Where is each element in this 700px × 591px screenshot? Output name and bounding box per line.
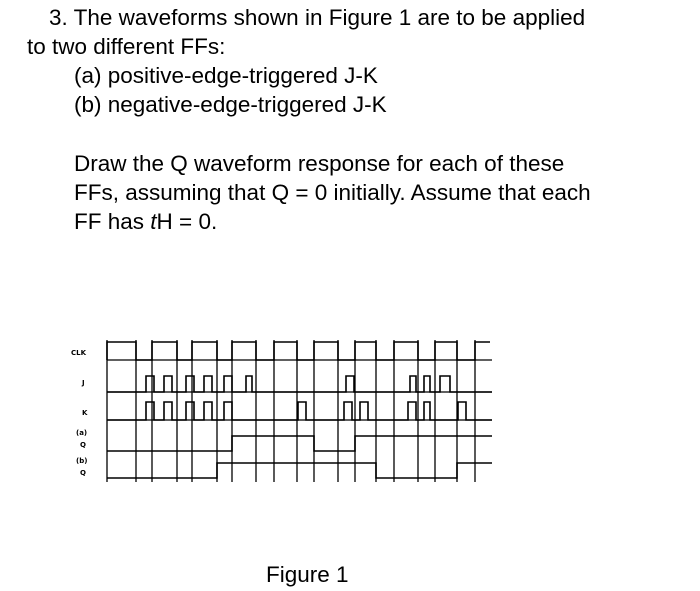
qa-label: Q <box>80 441 86 449</box>
signal-labels <box>71 349 88 477</box>
clk-label: CLK <box>71 349 87 357</box>
waveform-figure <box>60 330 510 495</box>
j-label: J <box>82 379 85 387</box>
instruction-line-3 <box>74 208 217 236</box>
b-label: (b) <box>76 457 88 465</box>
instruction-line-1: Draw the Q waveform response for each of these <box>74 151 565 176</box>
problem-line-2: to two different FFs: <box>27 34 226 59</box>
clk-waveform <box>107 342 490 360</box>
waveforms <box>107 342 492 478</box>
problem-line-1: 3. The waveforms shown in Figure 1 are to be applied <box>49 5 586 30</box>
qb-waveform <box>107 463 492 478</box>
qb-label: Q <box>80 469 86 477</box>
k-waveform <box>107 402 492 420</box>
option-a: (a) positive-edge-triggered J-K <box>74 63 378 88</box>
qa-waveform <box>107 436 492 451</box>
instruction-line-3-prefix: FF has <box>74 209 151 234</box>
option-b: (b) negative-edge-triggered J-K <box>74 92 387 117</box>
a-label: (a) <box>76 429 88 437</box>
figure-caption: Figure 1 <box>266 562 349 587</box>
instruction-line-3-suffix: H = 0. <box>156 209 218 234</box>
k-label: K <box>82 409 88 417</box>
j-waveform <box>107 376 492 392</box>
th-variable: t <box>150 209 157 234</box>
instruction-line-2: FFs, assuming that Q = 0 initially. Assume that each <box>74 180 591 205</box>
